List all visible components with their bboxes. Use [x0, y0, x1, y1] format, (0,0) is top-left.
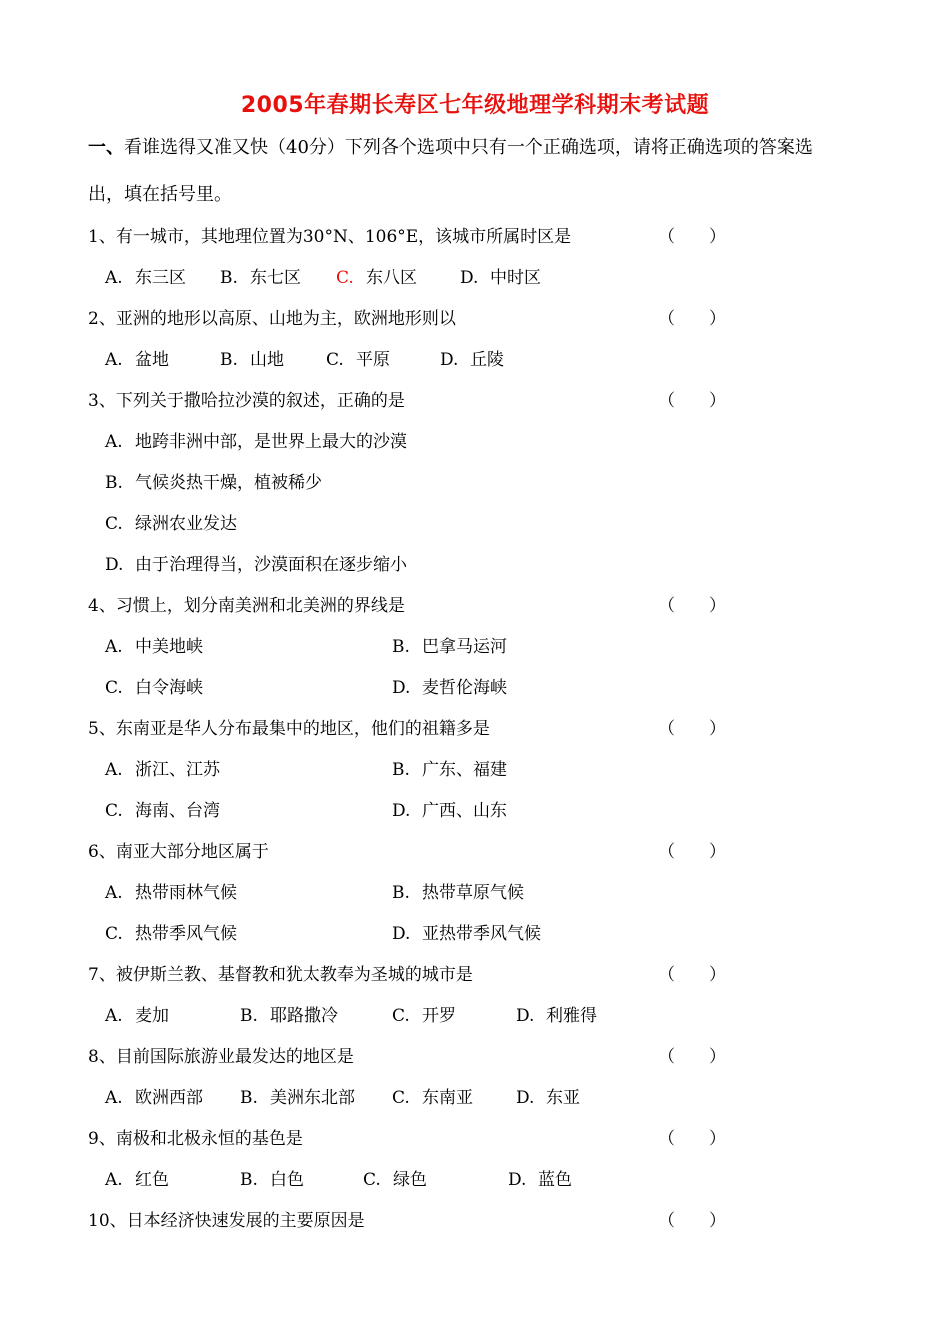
question-9-option-b[interactable]: [240, 1168, 304, 1192]
question-10-stem: 10、日本经济快速发展的主要原因是: [88, 1211, 365, 1231]
question-7-option-d[interactable]: [516, 1004, 597, 1028]
question-9-stem: 9、南极和北极永恒的基色是: [88, 1129, 303, 1149]
question-3-option-b[interactable]: [105, 471, 322, 495]
question-2-option-a[interactable]: [105, 348, 169, 372]
option-letter: A.: [105, 1170, 123, 1190]
option-letter: C.: [105, 514, 123, 534]
question-10-answer-blank[interactable]: （ ）: [658, 1211, 726, 1231]
question-9-answer-blank[interactable]: （ ）: [658, 1129, 726, 1149]
question-2-option-c[interactable]: [326, 348, 390, 372]
option-text: 中美地峡: [135, 637, 203, 657]
option-text: 东八区: [366, 268, 417, 288]
option-letter: B.: [105, 473, 123, 493]
question-1-option-c[interactable]: [336, 266, 417, 290]
question-5-option-a[interactable]: [105, 758, 220, 782]
option-text: 由于治理得当，沙漠面积在逐步缩小: [135, 555, 407, 575]
question-1-stem: 1、有一城市，其地理位置为30°N、106°E，该城市所属时区是: [88, 227, 572, 247]
option-letter: B.: [392, 883, 410, 903]
option-letter: B.: [240, 1088, 258, 1108]
question-3-stem: 3、下列关于撒哈拉沙漠的叙述，正确的是: [88, 391, 405, 411]
question-5-option-d[interactable]: [392, 799, 507, 823]
question-8-option-a[interactable]: [105, 1086, 203, 1110]
question-5-option-b[interactable]: [392, 758, 507, 782]
question-2-option-b[interactable]: [220, 348, 284, 372]
option-text: 盆地: [135, 350, 169, 370]
option-text: 耶路撒冷: [270, 1006, 338, 1026]
option-text: 平原: [356, 350, 390, 370]
option-text: 热带草原气候: [422, 883, 524, 903]
option-letter: A.: [105, 350, 123, 370]
option-text: 美洲东北部: [270, 1088, 355, 1108]
option-letter: D.: [460, 268, 479, 288]
option-letter: A.: [105, 432, 123, 452]
option-text: 麦加: [135, 1006, 169, 1026]
question-3-answer-blank[interactable]: （ ）: [658, 391, 726, 411]
question-4-option-d[interactable]: [392, 676, 507, 700]
option-letter: C.: [105, 801, 123, 821]
option-text: 利雅得: [546, 1006, 597, 1026]
question-1-answer-blank[interactable]: （ ）: [658, 227, 726, 247]
question-5-stem: 5、东南亚是华人分布最集中的地区，他们的祖籍多是: [88, 719, 490, 739]
option-text: 东南亚: [422, 1088, 473, 1108]
option-letter: B.: [220, 268, 238, 288]
option-text: 地跨非洲中部，是世界上最大的沙漠: [135, 432, 407, 452]
option-letter: B.: [392, 637, 410, 657]
section-instructions-line1: [88, 136, 813, 160]
option-letter: C.: [363, 1170, 381, 1190]
option-letter: A.: [105, 637, 123, 657]
question-1-option-a[interactable]: [105, 266, 186, 290]
question-3-option-c[interactable]: [105, 512, 237, 536]
question-2-option-d[interactable]: [440, 348, 504, 372]
option-letter: C.: [392, 1088, 410, 1108]
option-letter: B.: [392, 760, 410, 780]
question-7-answer-blank[interactable]: （ ）: [658, 965, 726, 985]
question-3-option-a[interactable]: [105, 430, 407, 454]
question-5-option-c[interactable]: [105, 799, 220, 823]
option-text: 丘陵: [470, 350, 504, 370]
page-title: 2005年春期长寿区七年级地理学科期末考试题: [240, 93, 710, 118]
option-letter: B.: [240, 1006, 258, 1026]
question-5-answer-blank[interactable]: （ ）: [658, 719, 726, 739]
option-letter: D.: [440, 350, 459, 370]
question-4-answer-blank[interactable]: （ ）: [658, 596, 726, 616]
question-6-option-c[interactable]: [105, 922, 237, 946]
option-text: 巴拿马运河: [422, 637, 507, 657]
option-letter: A.: [105, 760, 123, 780]
option-text: 绿色: [393, 1170, 427, 1190]
question-7-stem: 7、被伊斯兰教、基督教和犹太教奉为圣城的城市是: [88, 965, 473, 985]
option-text: 东亚: [546, 1088, 580, 1108]
question-8-answer-blank[interactable]: （ ）: [658, 1047, 726, 1067]
option-text: 浙江、江苏: [135, 760, 220, 780]
question-1-option-d[interactable]: [460, 266, 541, 290]
option-letter: A.: [105, 883, 123, 903]
option-text: 热带季风气候: [135, 924, 237, 944]
question-6-option-d[interactable]: [392, 922, 541, 946]
option-text: 蓝色: [538, 1170, 572, 1190]
option-text: 广西、山东: [422, 801, 507, 821]
question-9-option-a[interactable]: [105, 1168, 169, 1192]
option-letter: D.: [392, 801, 411, 821]
question-1-option-b[interactable]: [220, 266, 301, 290]
option-letter: D.: [516, 1088, 535, 1108]
question-9-option-d[interactable]: [508, 1168, 572, 1192]
question-2-stem: 2、亚洲的地形以高原、山地为主，欧洲地形则以: [88, 309, 456, 329]
question-2-answer-blank[interactable]: （ ）: [658, 309, 726, 329]
question-8-option-c[interactable]: [392, 1086, 473, 1110]
question-8-option-b[interactable]: [240, 1086, 355, 1110]
option-letter: D.: [105, 555, 124, 575]
option-letter: A.: [105, 1006, 123, 1026]
option-letter: D.: [392, 678, 411, 698]
option-letter: D.: [392, 924, 411, 944]
option-text: 广东、福建: [422, 760, 507, 780]
question-6-option-b[interactable]: [392, 881, 524, 905]
option-letter: C.: [392, 1006, 410, 1026]
option-letter: D.: [516, 1006, 535, 1026]
option-letter: A.: [105, 1088, 123, 1108]
option-letter-marked: C.: [336, 268, 354, 288]
section-instructions-line2: 出，填在括号里。: [88, 184, 232, 205]
question-6-option-a[interactable]: [105, 881, 237, 905]
option-letter: B.: [220, 350, 238, 370]
option-letter: C.: [105, 678, 123, 698]
option-text: 海南、台湾: [135, 801, 220, 821]
question-8-option-d[interactable]: [516, 1086, 580, 1110]
question-4-option-c[interactable]: [105, 676, 203, 700]
option-text: 麦哲伦海峡: [422, 678, 507, 698]
question-4-option-b[interactable]: [392, 635, 507, 659]
section-number: 一、: [88, 137, 124, 158]
option-letter: B.: [240, 1170, 258, 1190]
option-letter: D.: [508, 1170, 527, 1190]
question-6-stem: 6、南亚大部分地区属于: [88, 842, 269, 862]
option-text: 欧洲西部: [135, 1088, 203, 1108]
question-7-option-c[interactable]: [392, 1004, 456, 1028]
section-instructions-text: 看谁选得又准又快（40分）下列各个选项中只有一个正确选项，请将正确选项的答案选: [124, 137, 813, 158]
option-letter: C.: [105, 924, 123, 944]
option-text: 开罗: [422, 1006, 456, 1026]
option-text: 红色: [135, 1170, 169, 1190]
option-text: 绿洲农业发达: [135, 514, 237, 534]
question-9-option-c[interactable]: [363, 1168, 427, 1192]
option-text: 亚热带季风气候: [422, 924, 541, 944]
option-letter: A.: [105, 268, 123, 288]
option-letter: C.: [326, 350, 344, 370]
question-8-stem: 8、目前国际旅游业最发达的地区是: [88, 1047, 354, 1067]
question-7-option-b[interactable]: [240, 1004, 338, 1028]
question-3-option-d[interactable]: [105, 553, 407, 577]
option-text: 东三区: [135, 268, 186, 288]
option-text: 白色: [270, 1170, 304, 1190]
question-7-option-a[interactable]: [105, 1004, 169, 1028]
question-6-answer-blank[interactable]: （ ）: [658, 842, 726, 862]
option-text: 东七区: [250, 268, 301, 288]
question-4-option-a[interactable]: [105, 635, 203, 659]
option-text: 中时区: [490, 268, 541, 288]
option-text: 山地: [250, 350, 284, 370]
option-text: 白令海峡: [135, 678, 203, 698]
option-text: 气候炎热干燥，植被稀少: [135, 473, 322, 493]
question-4-stem: 4、习惯上，划分南美洲和北美洲的界线是: [88, 596, 405, 616]
option-text: 热带雨林气候: [135, 883, 237, 903]
